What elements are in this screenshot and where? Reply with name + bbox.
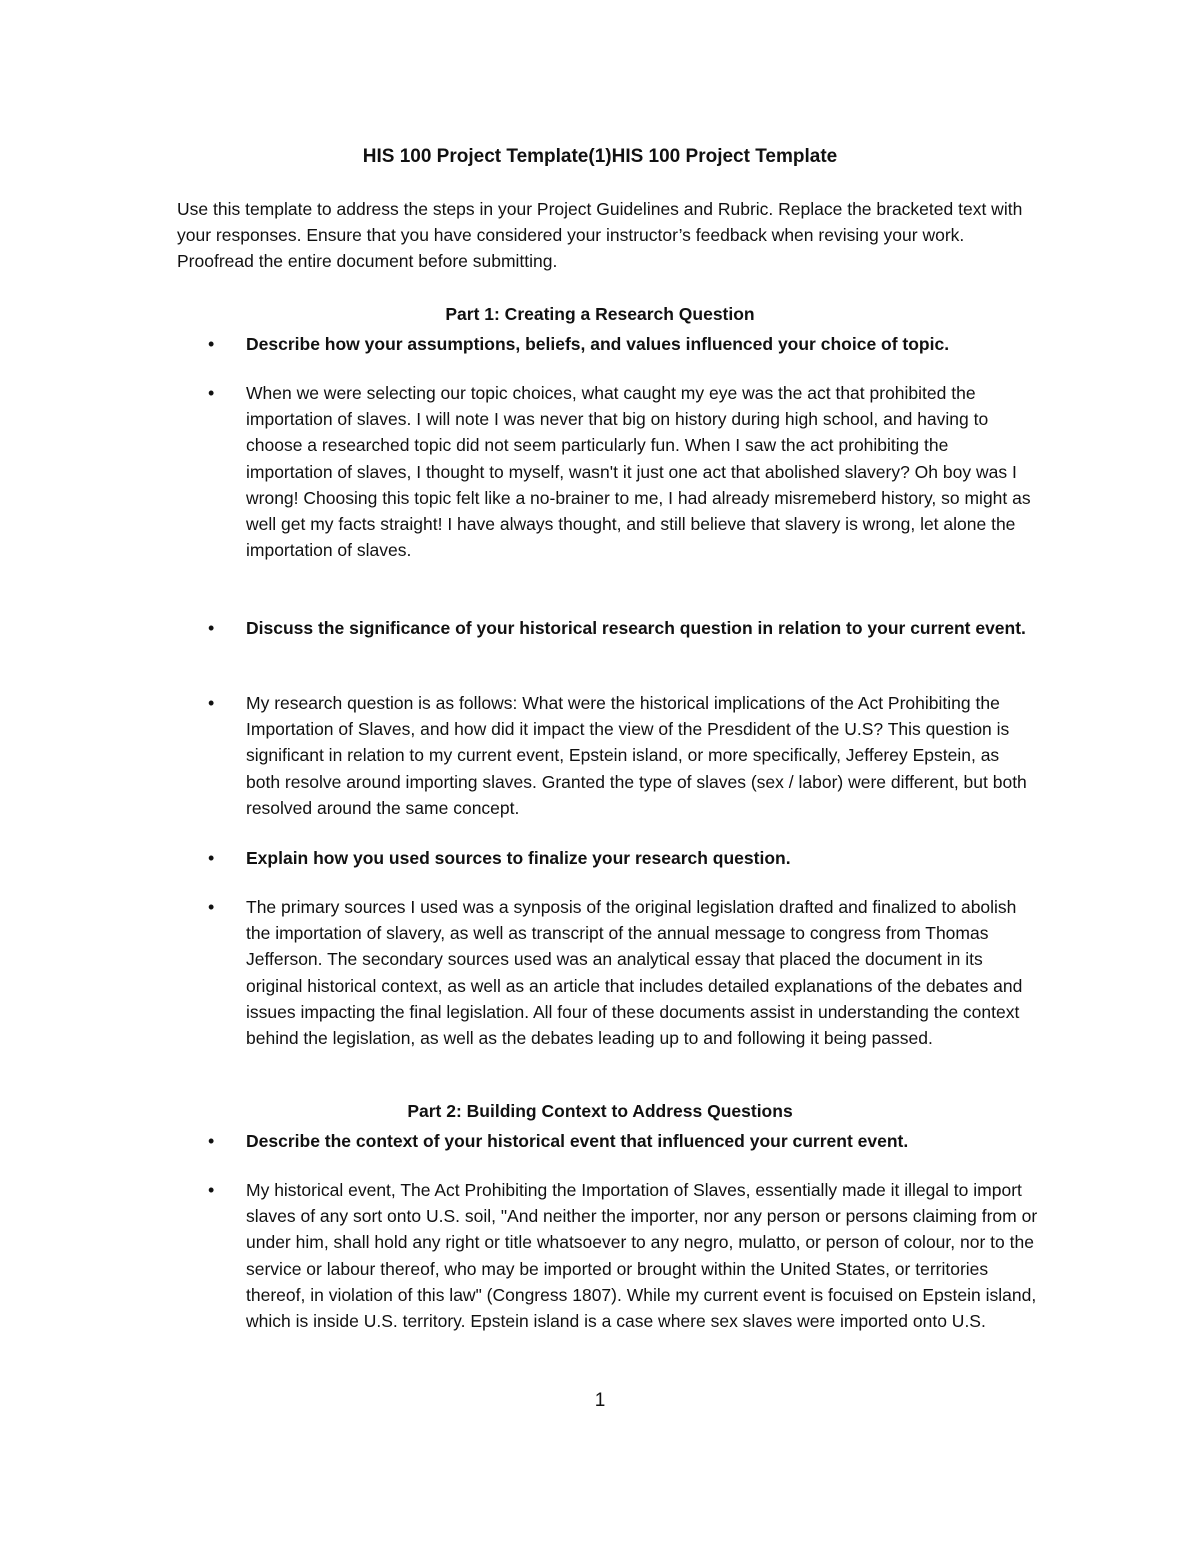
bullet-icon: • <box>208 383 215 403</box>
response-text: My historical event, The Act Prohibiting the Importation of Slaves, essentially made it illegal to import slaves of any sort onto U.S. soil, "And neither the importer, nor any person or persons claiming from or under him, shall hold any right or title whatsoever to any negro, mulatto, or person of colour, nor to the service or labour thereof, who may be imported or brought within the United States, or territories thereof, in violation of this law" (Congress 1807). While my current event is focuised on Epstein island, which is inside U.S. territory. Epstein island is a case where sex slaves were imported onto U.S. <box>246 1180 1038 1332</box>
bullet-icon: • <box>208 334 215 354</box>
intro-paragraph: Use this template to address the steps in your Project Guidelines and Rubric. Replace the bracketed text with your responses. Ensure that you have considered your instructor’s feedback when revising your work. Proofread the entire document before submitting. <box>177 199 1023 271</box>
part2-response-context <box>208 1177 1038 1334</box>
bullet-icon: • <box>208 1180 215 1200</box>
bullet-icon: • <box>208 848 215 868</box>
part1-response-assumptions <box>208 380 1038 563</box>
part1-response-significance <box>208 690 1038 821</box>
document-title: HIS 100 Project Template(1)HIS 100 Project Template <box>362 146 838 167</box>
part2-heading: Part 2: Building Context to Address Questions <box>407 1101 793 1121</box>
prompt-text: Explain how you used sources to finalize your research question. <box>246 848 791 868</box>
part1-response-sources <box>208 894 1038 1051</box>
part1-prompt-assumptions <box>208 331 1038 357</box>
prompt-text: Describe the context of your historical event that influenced your current event. <box>246 1131 909 1151</box>
bullet-icon: • <box>208 618 215 638</box>
bullet-icon: • <box>208 897 215 917</box>
part1-prompt-sources <box>208 845 1038 871</box>
response-text: The primary sources I used was a synposis of the original legislation drafted and finalized to abolish the importation of slavery, as well as transcript of the annual message to congress from Thomas Jefferson. The secondary sources used was an analytical essay that placed the document in its original historical context, as well as an article that includes detailed explanations of the debates and issues impacting the final legislation. All four of these documents assist in understanding the context behind the legislation, as well as the debates leading up to and following it being passed. <box>246 897 1023 1049</box>
page-number: 1 <box>594 1390 606 1411</box>
part1-prompt-significance <box>208 615 1038 641</box>
bullet-icon: • <box>208 1131 215 1151</box>
bullet-icon: • <box>208 693 215 713</box>
response-text: My research question is as follows: What were the historical implications of the Act Prohibiting the Importation of Slaves, and how did it impact the view of the Presdident of the U.S? This question is significant in relation to my current event, Epstein island, or more specifically, Jefferey Epstein, as both resolve around importing slaves. Granted the type of slaves (sex / labor) were different, but both resolved around the same concept. <box>246 693 1027 818</box>
part1-heading: Part 1: Creating a Research Question <box>445 304 755 324</box>
response-text: When we were selecting our topic choices, what caught my eye was the act that prohibited the importation of slaves. I will note I was never that big on history during high school, and having to choose a researched topic did not seem particularly fun. When I saw the act prohibiting the importation of slaves, I thought to myself, wasn't it just one act that abolished slavery? Oh boy was I wrong! Choosing this topic felt like a no-brainer to me, I had already misremeberd history, so might as well get my facts straight! I have always thought, and still believe that slavery is wrong, let alone the importation of slaves. <box>246 383 1031 561</box>
prompt-text: Discuss the significance of your historical research question in relation to your current event. <box>246 618 1026 638</box>
part2-prompt-context <box>208 1128 1038 1154</box>
prompt-text: Describe how your assumptions, beliefs, and values influenced your choice of topic. <box>246 334 950 354</box>
